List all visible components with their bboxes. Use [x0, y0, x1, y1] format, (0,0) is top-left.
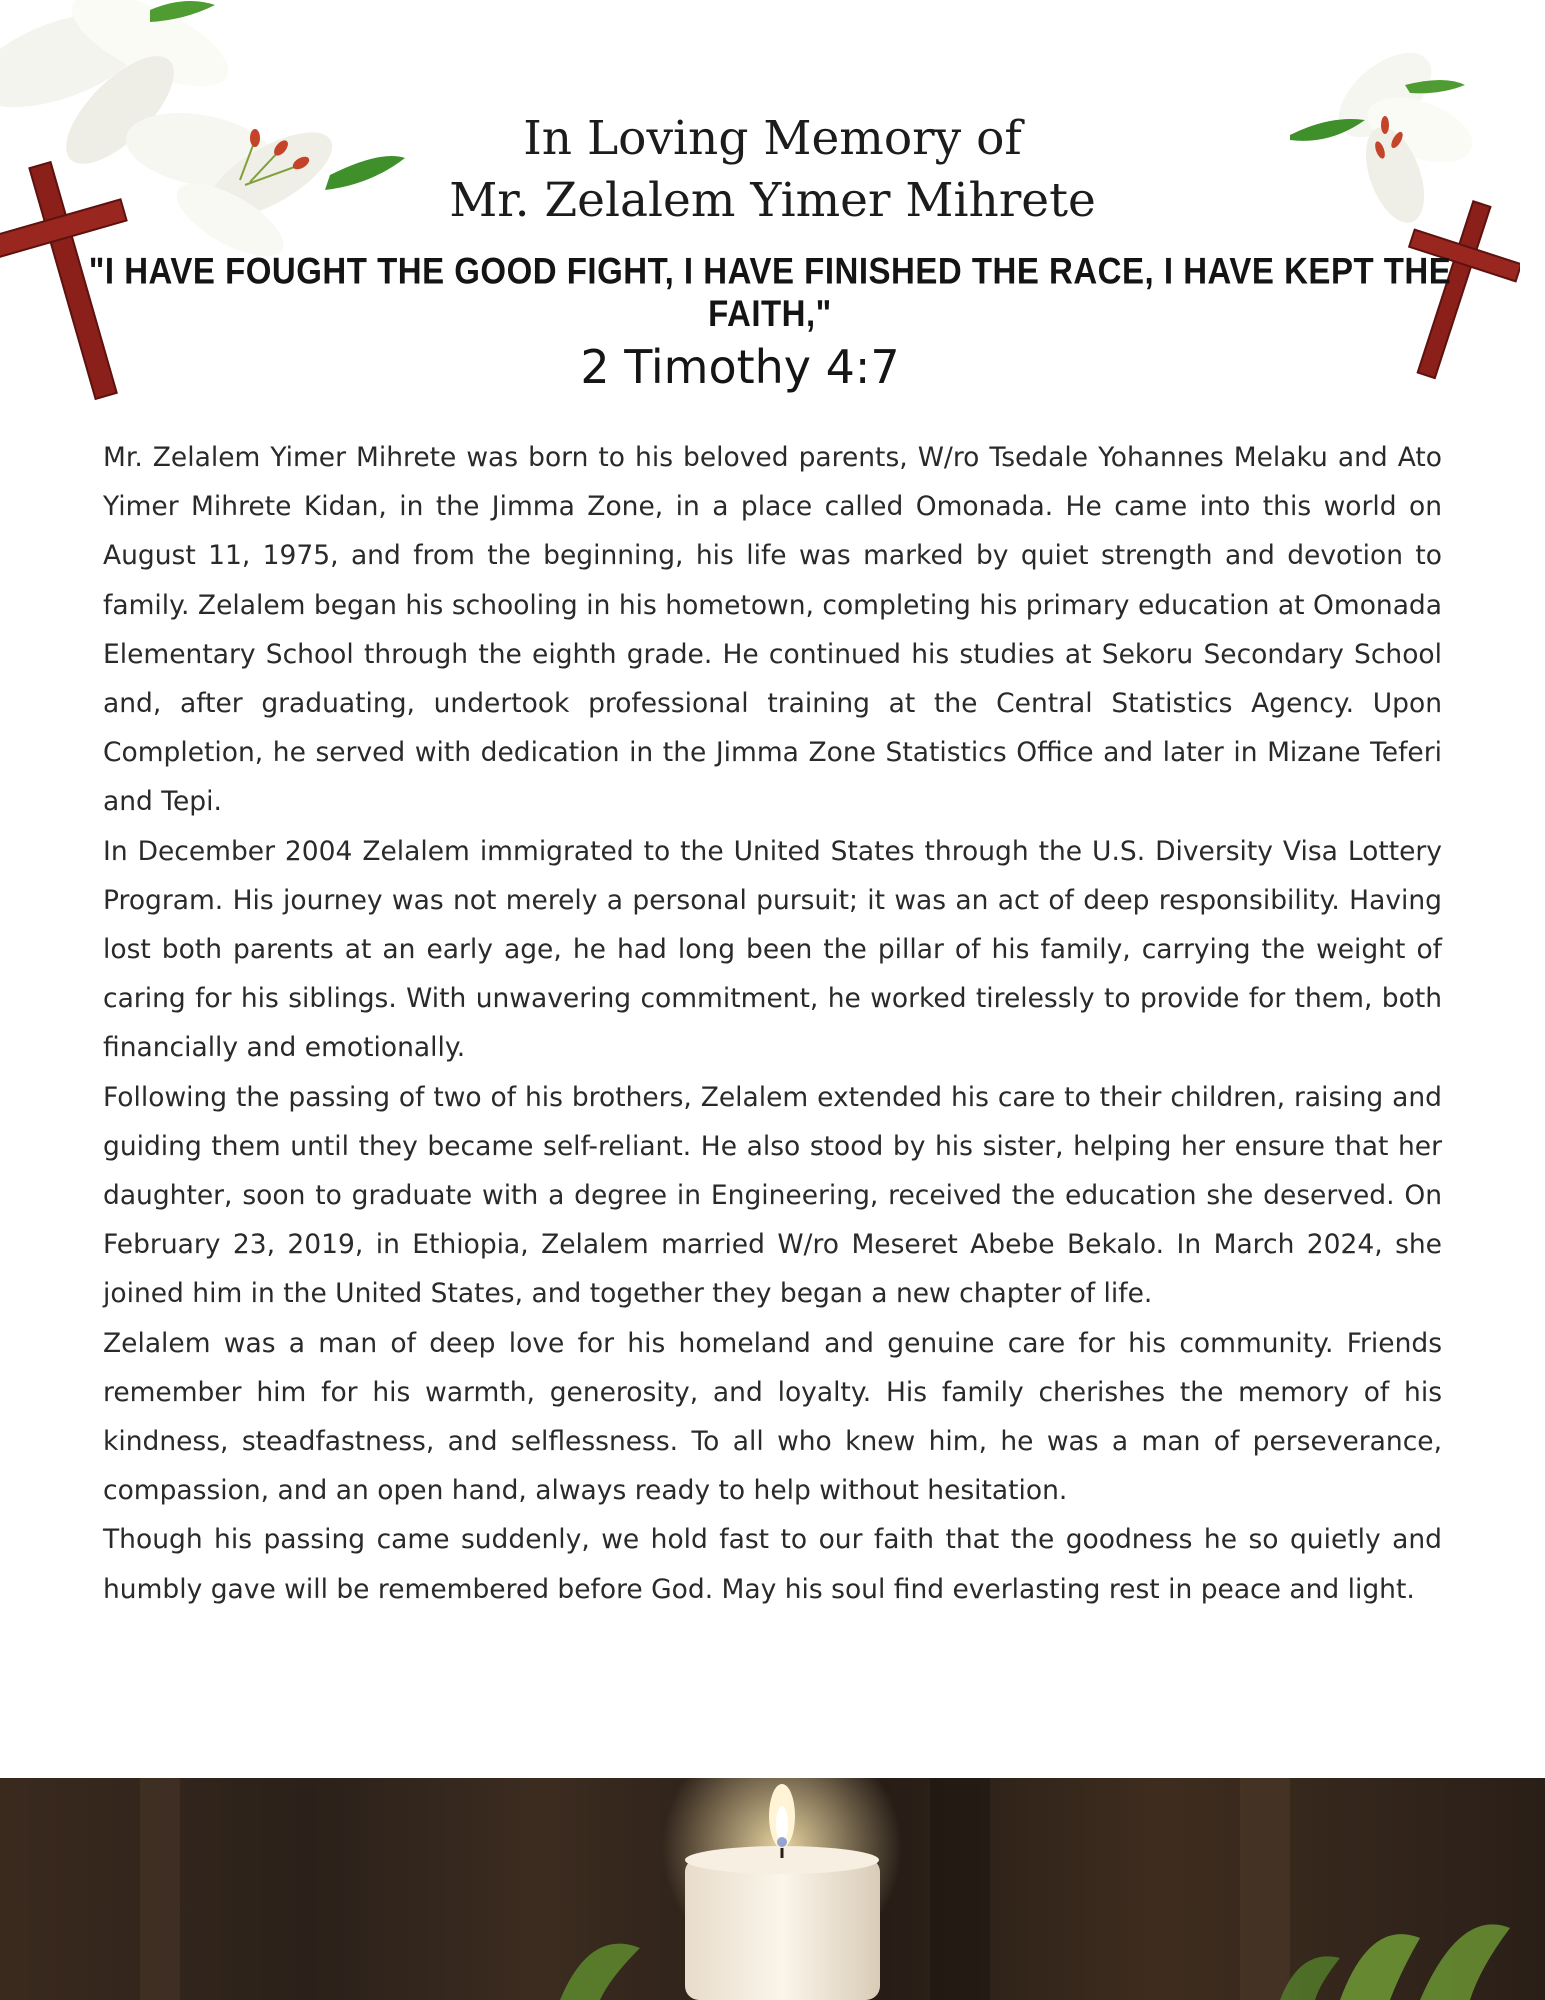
biography-paragraph: Zelalem was a man of deep love for his homeland and genuine care for his community. Friends remember him for his warmth, generosity, and loyalty. His family cherishes the memory of his kindness, steadfastness, and selflessness. To all who knew him, he was a man of perseverance, compassion, and an open hand, always ready to help without hesitation. [103, 1327, 1442, 1507]
biography-paragraph: Mr. Zelalem Yimer Mihrete was born to his beloved parents, W/ro Tsedale Yohannes Melaku and Ato Yimer Mihrete Kidan, in the Jimma Zone, in a place called Omonada. He came into this world on August 11, 1975, and from the beginning, his life was marked by quiet strength and devotion to family. Zelalem began his schooling in his hometown, completing his primary education at Omonada Elementary School through the eighth grade. He continued his studies at Sekoru Secondary School and, after graduating, undertook professional training at the Central Statistics Agency. Upon Completion, he served with dedication in the Jimma Zone Statistics Office and later in Mizane Teferi and Tepi. [103, 442, 1442, 818]
scripture-reference: 2 Timothy 4:7 [580, 340, 900, 394]
scripture-quote: "I HAVE FOUGHT THE GOOD FIGHT, I HAVE FINISHED THE RACE, I HAVE KEPT THE FAITH," [88, 250, 1452, 334]
memorial-title: In Loving Memory of [523, 111, 1022, 166]
candle-illustration [0, 1778, 1545, 2000]
biography-paragraph: Following the passing of two of his brothers, Zelalem extended his care to their children, raising and guiding them until they became self-reliant. He also stood by his sister, helping her ensure that her daughter, soon to graduate with a degree in Engineering, received the education she deserved. On February 23, 2019, in Ethiopia, Zelalem married W/ro Meseret Abebe Bekalo. In March 2024, she joined him in the United States, and together they began a new chapter of life. [103, 1081, 1442, 1310]
honoree-name: Mr. Zelalem Yimer Mihrete [449, 173, 1096, 228]
candle-photo [0, 1778, 1545, 2000]
biography [103, 433, 1442, 1614]
biography-paragraph: Though his passing came suddenly, we hold fast to our faith that the goodness he so quietly and humbly gave will be remembered before God. May his soul find everlasting rest in peace and light. [103, 1524, 1442, 1605]
biography-paragraph: In December 2004 Zelalem immigrated to the United States through the U.S. Diversity Visa Lottery Program. His journey was not merely a personal pursuit; it was an act of deep responsibility. Having lost both parents at an early age, he had long been the pillar of his family, carrying the weight of caring for his siblings. With unwavering commitment, he worked tirelessly to provide for them, both financially and emotionally. [103, 835, 1442, 1064]
